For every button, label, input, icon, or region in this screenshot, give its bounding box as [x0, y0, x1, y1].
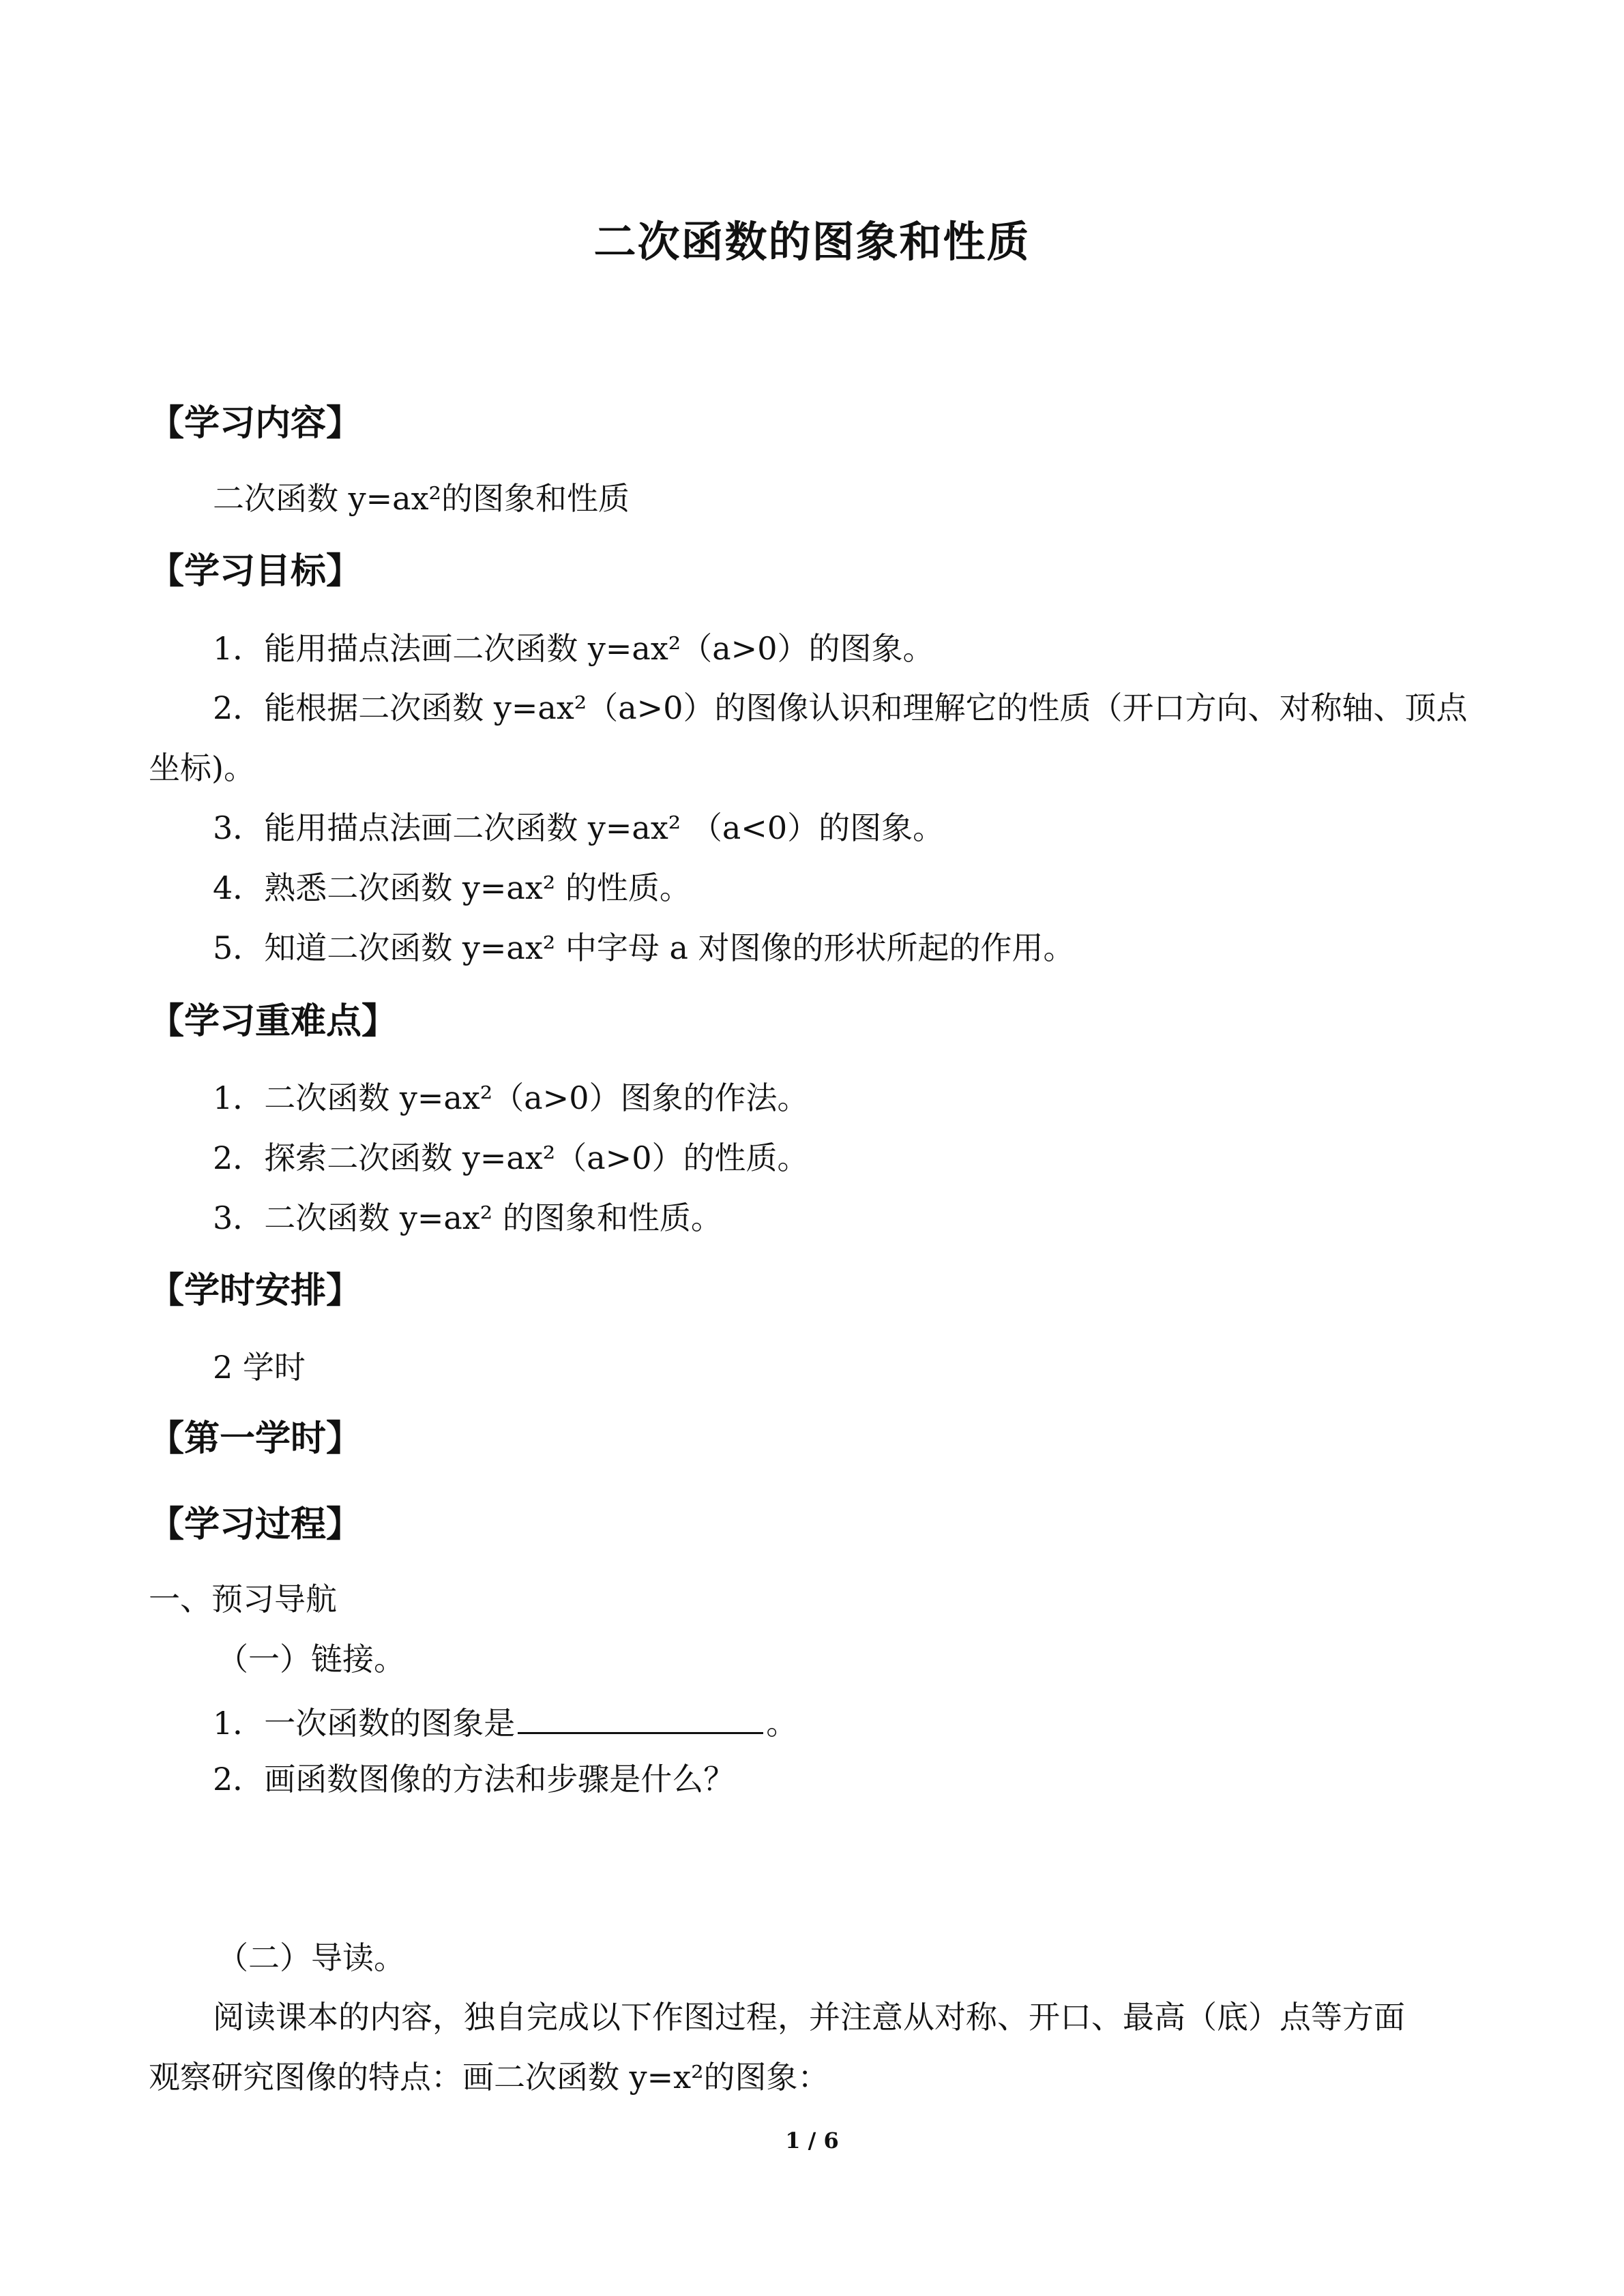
page-number: 1 / 6 [785, 2128, 839, 2153]
goal-item-5: 5．知道二次函数 y=ax² 中字母 a 对图像的形状所起的作用。 [213, 929, 1075, 966]
key-point-item-1: 1．二次函数 y=ax²（a>0）图象的作法。 [213, 1079, 809, 1116]
page-title: 二次函数的图象和性质 [593, 217, 1031, 267]
goal-item-4: 4．熟悉二次函数 y=ax² 的性质。 [213, 869, 691, 906]
heading-study-goals: 【学习目标】 [149, 551, 362, 592]
question-1 [213, 1703, 798, 1742]
question-1-end: 。 [766, 1705, 798, 1742]
heading-study-process: 【学习过程】 [149, 1504, 362, 1545]
subsection-guided-reading: （二）导读。 [217, 1939, 405, 1976]
key-point-item-2: 2．探索二次函数 y=ax²（a>0）的性质。 [213, 1139, 809, 1176]
heading-schedule: 【学时安排】 [149, 1270, 362, 1311]
part-one-label: 一、预习导航 [149, 1581, 337, 1617]
heading-first-lesson: 【第一学时】 [149, 1418, 362, 1459]
answer-blank[interactable] [518, 1703, 763, 1734]
goal-item-3: 3．能用描点法画二次函数 y=ax² （a<0）的图象。 [213, 809, 945, 846]
heading-study-content: 【学习内容】 [149, 403, 362, 444]
subsection-link: （一）链接。 [217, 1641, 405, 1678]
goal-item-1: 1．能用描点法画二次函数 y=ax²（a>0）的图象。 [213, 630, 934, 667]
goal-item-2-continued: 坐标)。 [149, 749, 255, 786]
schedule-text: 2 学时 [213, 1349, 306, 1386]
goal-item-2: 2．能根据二次函数 y=ax²（a>0）的图像认识和理解它的性质（开口方向、对称轴、顶点 [213, 689, 1468, 726]
reading-instruction-line-2: 观察研究图像的特点：画二次函数 y=x²的图象： [149, 2059, 829, 2096]
heading-key-points: 【学习重难点】 [149, 1001, 398, 1042]
reading-instruction-line-1: 阅读课本的内容，独自完成以下作图过程，并注意从对称、开口、最高（底）点等方面 [213, 1999, 1405, 2036]
question-2: 2．画函数图像的方法和步骤是什么？ [213, 1761, 735, 1798]
question-1-text: 1．一次函数的图象是 [213, 1705, 516, 1742]
key-point-item-3: 3．二次函数 y=ax² 的图象和性质。 [213, 1199, 722, 1236]
study-content-text: 二次函数 y=ax²的图象和性质 [213, 480, 630, 517]
